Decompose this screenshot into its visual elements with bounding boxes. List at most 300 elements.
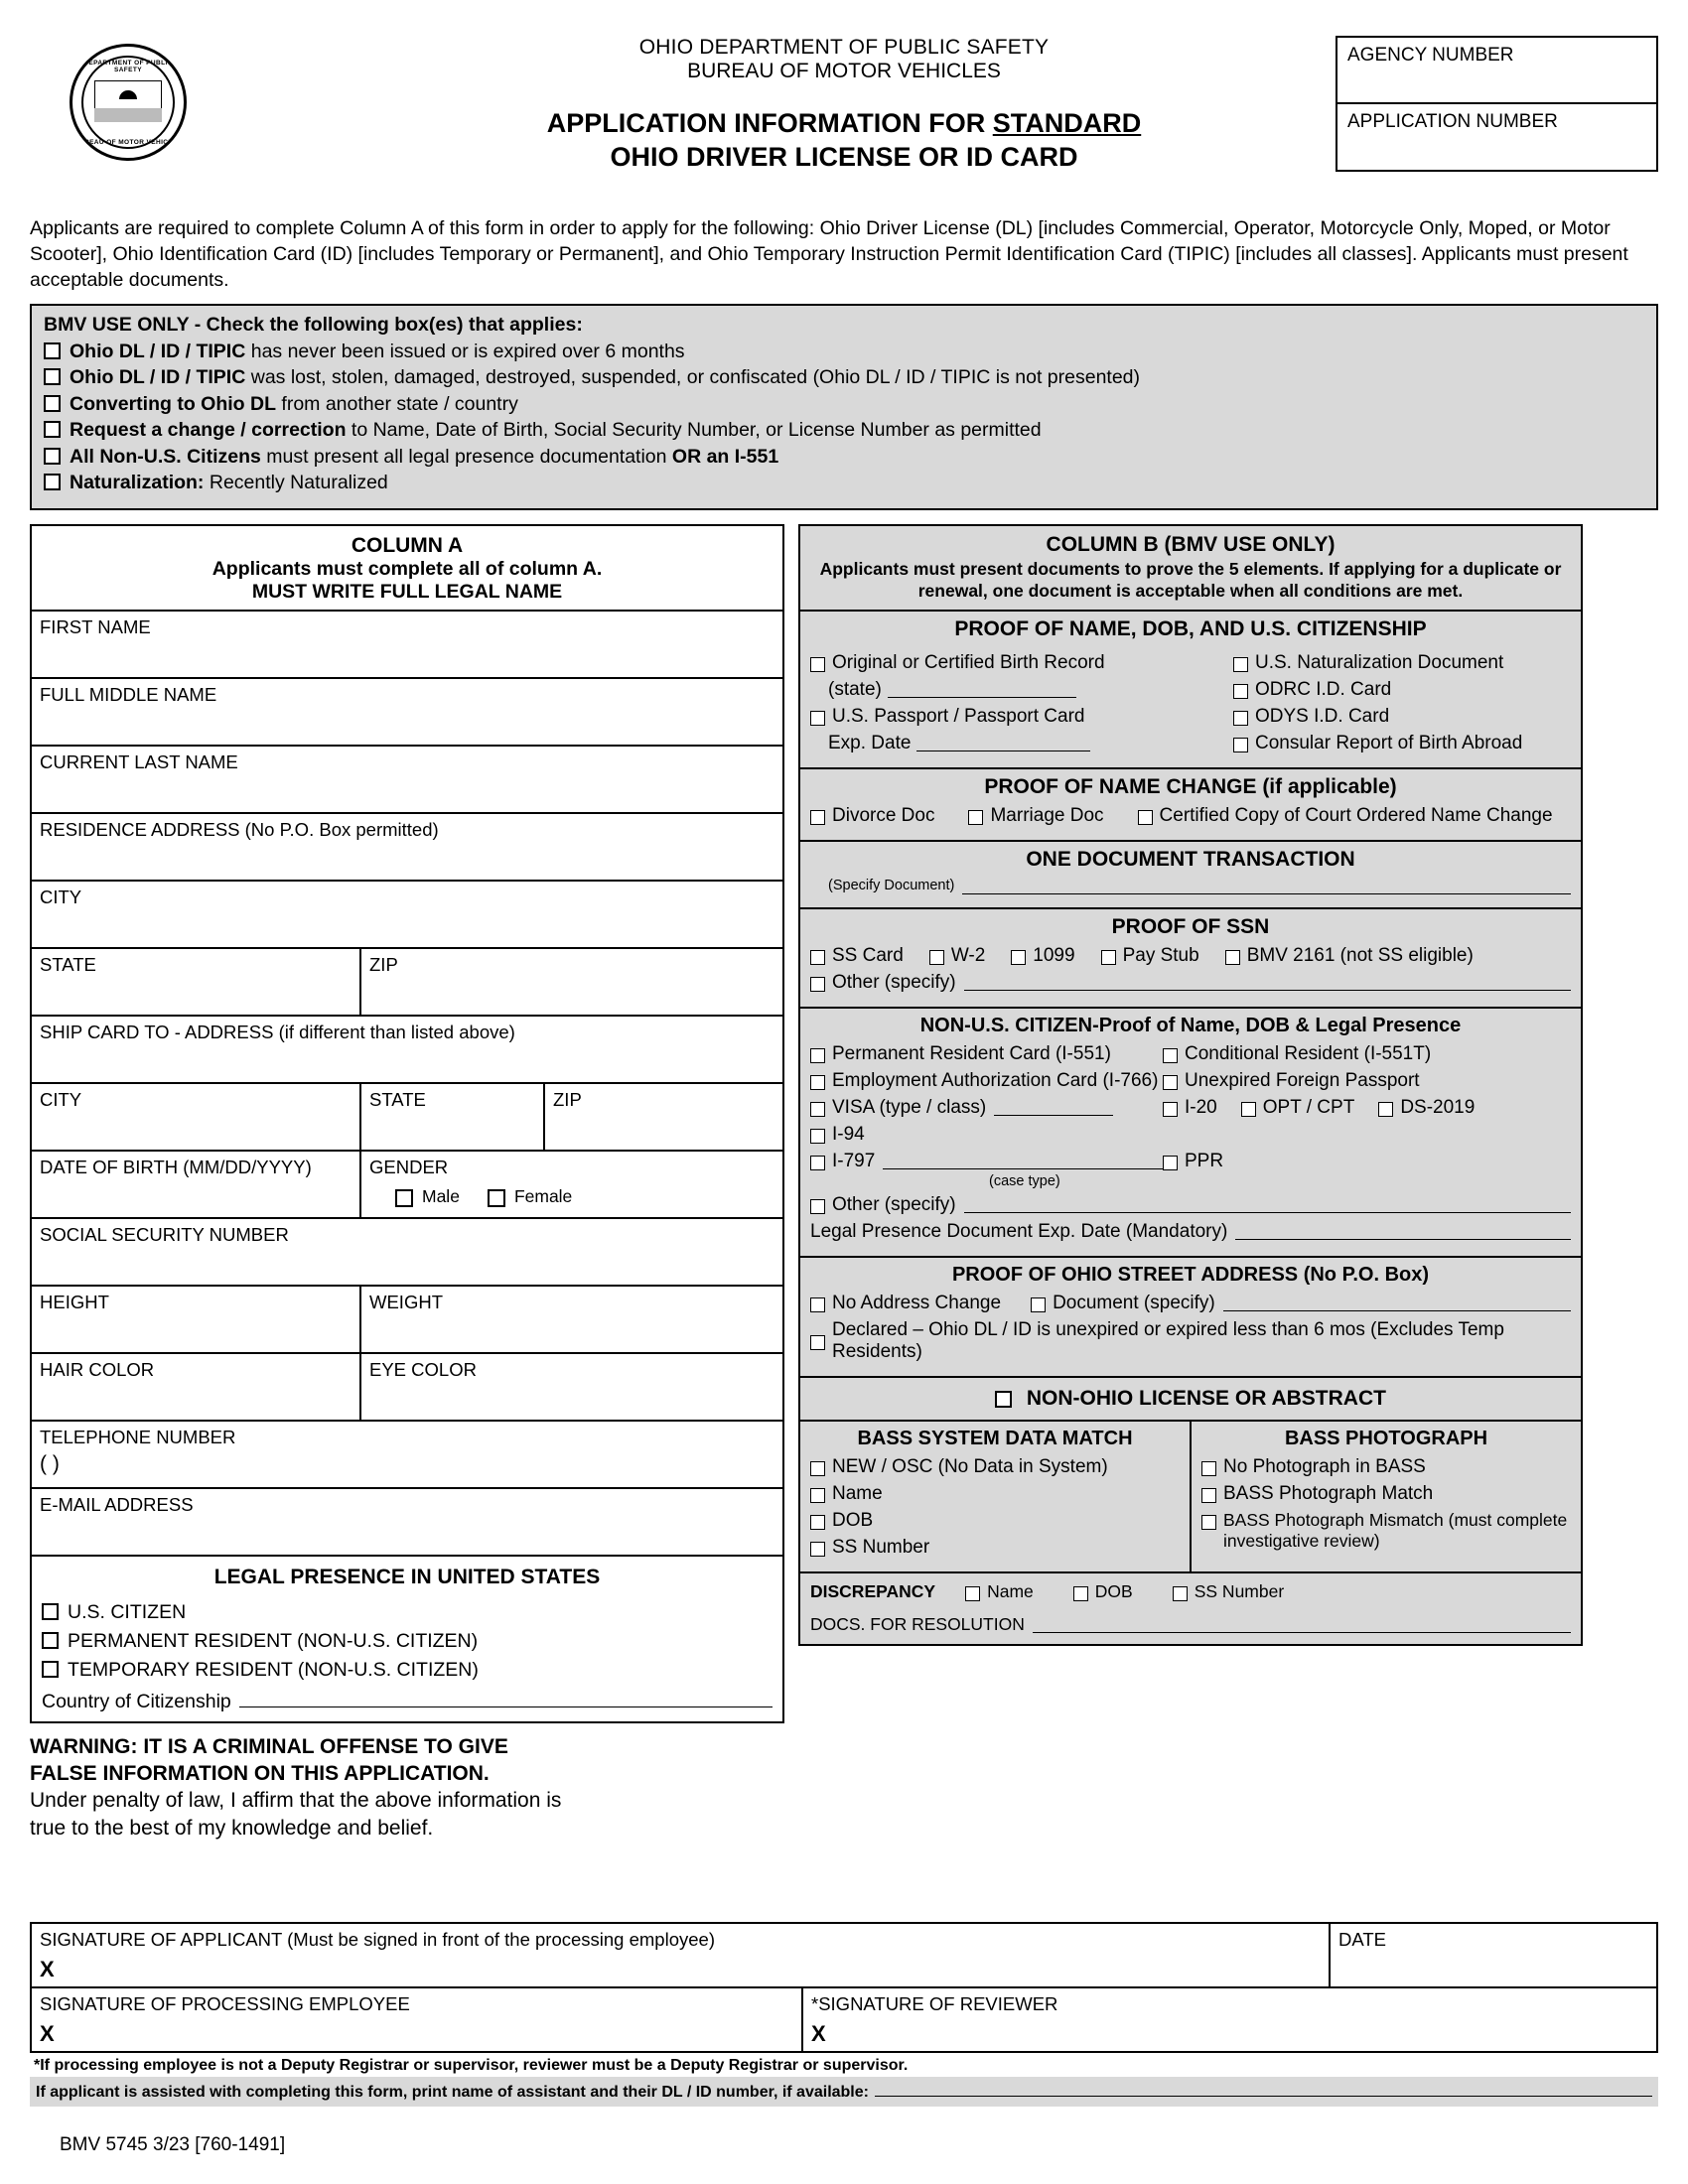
checkbox-unexpired-foreign-passport[interactable] bbox=[1163, 1075, 1178, 1090]
label-bass-new-osc: NEW / OSC (No Data in System) bbox=[832, 1455, 1108, 1477]
checkbox-address-document[interactable] bbox=[1031, 1297, 1046, 1312]
field-gender bbox=[359, 1152, 782, 1217]
proof-name-dob-title: PROOF OF NAME, DOB, AND U.S. CITIZENSHIP bbox=[954, 616, 1427, 640]
checkbox-pay-stub[interactable] bbox=[1101, 950, 1116, 965]
ssn-options-row bbox=[810, 945, 1571, 967]
column-b-subtitle: Applicants must present documents to prove the 5 elements. If applying for a duplicate or renewal, one document is acceptable when all conditions are met. bbox=[819, 558, 1562, 601]
checkbox-never-issued[interactable] bbox=[44, 342, 61, 359]
label-unexpired-foreign-passport: Unexpired Foreign Passport bbox=[1185, 1069, 1420, 1091]
label-case-type: (case type) bbox=[989, 1172, 1060, 1189]
label-conditional-resident: Conditional Resident (I-551T) bbox=[1185, 1042, 1432, 1064]
agency-number-box bbox=[1336, 36, 1658, 172]
label-divorce-doc: Divorce Doc bbox=[832, 804, 935, 826]
input-passport-exp-date[interactable] bbox=[916, 735, 1090, 751]
bass-opt-dob[interactable] bbox=[810, 1510, 1180, 1532]
signature-table bbox=[30, 1922, 1658, 2053]
bass-photograph bbox=[1190, 1422, 1581, 1571]
checkbox-marriage-doc[interactable] bbox=[968, 810, 983, 825]
bmv-item-3-rest: from another state / country bbox=[275, 392, 518, 415]
checkbox-bass-name[interactable] bbox=[810, 1488, 825, 1503]
field-residence-address[interactable] bbox=[32, 814, 782, 880]
label-permanent-resident-card: Permanent Resident Card (I-551) bbox=[832, 1042, 1111, 1064]
row-height-weight bbox=[32, 1285, 782, 1352]
checkbox-no-address-change[interactable] bbox=[810, 1297, 825, 1312]
checkbox-w2[interactable] bbox=[929, 950, 944, 965]
section-proof-name-change bbox=[800, 767, 1581, 840]
input-docs-resolution[interactable] bbox=[1033, 1616, 1571, 1633]
label-discrepancy: DISCREPANCY bbox=[810, 1580, 936, 1601]
bmv-item-2-rest: was lost, stolen, damaged, destroyed, suspended, or confiscated (Ohio DL / ID / TIPIC is not presented) bbox=[245, 366, 1141, 389]
row-ssn bbox=[32, 1217, 782, 1285]
photo-opt-none[interactable] bbox=[1201, 1456, 1571, 1478]
row-telephone bbox=[32, 1420, 782, 1487]
label-hair-color: HAIR COLOR bbox=[40, 1358, 155, 1380]
row-state-zip bbox=[32, 947, 782, 1015]
row-first-name bbox=[32, 610, 782, 677]
label-specify-document: (Specify Document) bbox=[828, 878, 955, 894]
employee-signature-x: X bbox=[40, 2021, 55, 2046]
label-residence-address: RESIDENCE ADDRESS (No P.O. Box permitted) bbox=[40, 818, 439, 840]
label-legal-presence-exp: Legal Presence Document Exp. Date (Mandatory) bbox=[810, 1220, 1228, 1242]
input-country-of-citizenship[interactable] bbox=[239, 1688, 773, 1707]
bass-data-title: BASS SYSTEM DATA MATCH bbox=[857, 1427, 1133, 1449]
section-proof-address bbox=[800, 1256, 1581, 1376]
checkbox-ssn-other[interactable] bbox=[810, 977, 825, 992]
checkbox-ds2019[interactable] bbox=[1378, 1102, 1393, 1117]
name-change-options bbox=[810, 805, 1571, 827]
seal-bottom-text: BUREAU OF MOTOR VEHICLES bbox=[73, 139, 183, 146]
checkbox-conditional-resident[interactable] bbox=[1163, 1048, 1178, 1063]
legal-presence-title: LEGAL PRESENCE IN UNITED STATES bbox=[32, 1555, 782, 1595]
field-state[interactable] bbox=[32, 949, 359, 1015]
bmv-item-5-bold2: OR an I-551 bbox=[671, 445, 779, 468]
one-document-specify-row bbox=[810, 878, 1571, 894]
gender-female-option[interactable] bbox=[488, 1186, 572, 1207]
label-discrepancy-dob: DOB bbox=[1094, 1580, 1133, 1601]
non-us-title: NON-U.S. CITIZEN-Proof of Name, DOB & Legal Presence bbox=[919, 1014, 1462, 1036]
label-eye-color: EYE COLOR bbox=[369, 1358, 477, 1380]
label-court-name-change: Certified Copy of Court Ordered Name Change bbox=[1159, 804, 1553, 826]
column-a-title: COLUMN A bbox=[351, 533, 464, 557]
proof-name-dob-right bbox=[1233, 647, 1571, 759]
row-exp-date-subfield bbox=[810, 733, 1233, 754]
label-non-us-other: Other (specify) bbox=[832, 1193, 956, 1215]
label-address-document: Document (specify) bbox=[1053, 1292, 1215, 1313]
bmv-checkbox-row-5[interactable] bbox=[44, 446, 1644, 469]
checkbox-us-passport[interactable] bbox=[810, 711, 825, 726]
cell-reviewer-signature[interactable] bbox=[801, 1988, 1656, 2051]
label-dob: DATE OF BIRTH (MM/DD/YYYY) bbox=[40, 1156, 312, 1177]
section-one-document bbox=[800, 840, 1581, 907]
one-document-title: ONE DOCUMENT TRANSACTION bbox=[1026, 847, 1355, 871]
column-a bbox=[30, 524, 784, 1723]
column-a-sub2: MUST WRITE FULL LEGAL NAME bbox=[251, 580, 563, 603]
label-odrc-id: ODRC I.D. Card bbox=[1255, 678, 1392, 700]
proof-address-title: PROOF OF OHIO STREET ADDRESS (No P.O. Box) bbox=[951, 1263, 1430, 1286]
label-i20: I-20 bbox=[1185, 1096, 1217, 1118]
label-city: CITY bbox=[40, 886, 82, 907]
applicant-signature-x: X bbox=[40, 1957, 55, 1981]
signature-section bbox=[30, 1922, 1658, 2107]
bmv-seal-icon bbox=[70, 44, 187, 161]
checkbox-bass-new-osc[interactable] bbox=[810, 1461, 825, 1476]
label-telephone: TELEPHONE NUMBER bbox=[40, 1426, 236, 1447]
checkbox-birth-record[interactable] bbox=[810, 657, 825, 672]
checkbox-naturalization[interactable] bbox=[44, 474, 61, 490]
checkbox-naturalization-doc[interactable] bbox=[1233, 657, 1248, 672]
opt-odrc-id[interactable] bbox=[1233, 679, 1571, 701]
label-bass-name: Name bbox=[832, 1482, 883, 1504]
input-specify-document[interactable] bbox=[962, 878, 1571, 894]
checkbox-temporary-resident[interactable] bbox=[42, 1661, 59, 1678]
bass-opt-new-osc[interactable] bbox=[810, 1456, 1180, 1478]
opt-us-passport[interactable] bbox=[810, 706, 1233, 728]
bmv-checkbox-row-2[interactable] bbox=[44, 366, 1644, 389]
checkbox-ss-card[interactable] bbox=[810, 950, 825, 965]
field-ssn[interactable] bbox=[32, 1219, 782, 1285]
non-us-row-3 bbox=[810, 1097, 1571, 1119]
checkbox-discrepancy-ssn[interactable] bbox=[1173, 1586, 1188, 1601]
label-date: DATE bbox=[1338, 1929, 1386, 1950]
label-visa: VISA (type / class) bbox=[832, 1096, 987, 1118]
label-male: Male bbox=[422, 1185, 460, 1206]
bmv-item-2-bold: Ohio DL / ID / TIPIC bbox=[70, 366, 246, 389]
form-id: BMV 5745 3/23 [760-1491] bbox=[60, 2134, 286, 2155]
label-state: STATE bbox=[40, 953, 96, 975]
field-city-2[interactable] bbox=[32, 1084, 359, 1150]
label-ssn-other: Other (specify) bbox=[832, 971, 956, 993]
label-i797: I-797 bbox=[832, 1150, 876, 1171]
label-middle-name: FULL MIDDLE NAME bbox=[40, 683, 217, 705]
column-a-sub1: Applicants must complete all of column A. bbox=[211, 557, 603, 580]
label-employee-signature: SIGNATURE OF PROCESSING EMPLOYEE bbox=[40, 1993, 410, 2014]
discrepancy-section bbox=[800, 1571, 1581, 1644]
label-country-of-citizenship: Country of Citizenship bbox=[42, 1690, 231, 1712]
input-assistant-name[interactable] bbox=[875, 2082, 1652, 2097]
checkbox-consular-report[interactable] bbox=[1233, 738, 1248, 752]
label-weight: WEIGHT bbox=[369, 1291, 443, 1312]
proof-name-change-title: PROOF OF NAME CHANGE (if applicable) bbox=[984, 774, 1397, 798]
bmv-item-6-rest: Recently Naturalized bbox=[204, 472, 388, 494]
proof-ssn-title: PROOF OF SSN bbox=[1111, 914, 1270, 938]
checkbox-discrepancy-dob[interactable] bbox=[1073, 1586, 1088, 1601]
label-docs-resolution: DOCS. FOR RESOLUTION bbox=[810, 1613, 1025, 1634]
signature-footnote-1: *If processing employee is not a Deputy Registrar or supervisor, reviewer must be a Deputy Registrar or supervisor. bbox=[34, 2057, 909, 2074]
label-non-ohio-license: NON-OHIO LICENSE OR ABSTRACT bbox=[1026, 1386, 1386, 1410]
field-city[interactable] bbox=[32, 882, 782, 947]
gender-options bbox=[369, 1186, 782, 1207]
address-row-2 bbox=[810, 1319, 1571, 1363]
bass-data-match bbox=[800, 1422, 1190, 1571]
row-residence-address bbox=[32, 812, 782, 880]
non-us-row-2 bbox=[810, 1070, 1571, 1092]
reviewer-signature-x: X bbox=[811, 2021, 826, 2046]
label-1099: 1099 bbox=[1033, 944, 1075, 966]
page-title-line2: OHIO DRIVER LICENSE OR ID CARD bbox=[610, 141, 1078, 172]
row-dob-gender bbox=[32, 1150, 782, 1217]
field-last-name[interactable] bbox=[32, 747, 782, 812]
bmv-use-only-header: BMV USE ONLY - Check the following box(es) that applies: bbox=[44, 313, 583, 336]
proof-name-dob-left bbox=[810, 647, 1233, 759]
checkbox-change-correction[interactable] bbox=[44, 421, 61, 438]
label-pay-stub: Pay Stub bbox=[1122, 944, 1199, 966]
checkbox-permanent-resident-card[interactable] bbox=[810, 1048, 825, 1063]
checkbox-i94[interactable] bbox=[810, 1129, 825, 1144]
gender-male-option[interactable] bbox=[395, 1186, 460, 1207]
label-permanent-resident: PERMANENT RESIDENT (NON-U.S. CITIZEN) bbox=[68, 1629, 479, 1652]
dept-line-2: BUREAU OF MOTOR VEHICLES bbox=[687, 60, 1001, 82]
label-bmv-2161: BMV 2161 (not SS eligible) bbox=[1246, 944, 1474, 966]
input-visa-type[interactable] bbox=[994, 1099, 1113, 1116]
section-proof-name-dob bbox=[800, 610, 1581, 767]
warning-line-3: Under penalty of law, I affirm that the above information is bbox=[30, 1789, 562, 1813]
field-dob[interactable] bbox=[32, 1152, 359, 1217]
bass-opt-name[interactable] bbox=[810, 1483, 1180, 1505]
bmv-checkbox-row-6[interactable] bbox=[44, 472, 1644, 494]
checkbox-discrepancy-name[interactable] bbox=[965, 1586, 980, 1601]
section-non-us-citizen bbox=[800, 1007, 1581, 1256]
ssn-other-row bbox=[810, 972, 1571, 994]
warning-line-1: WARNING: IT IS A CRIMINAL OFFENSE TO GIVE bbox=[30, 1734, 508, 1758]
bmv-use-only-box bbox=[30, 304, 1658, 510]
application-number-field[interactable] bbox=[1337, 104, 1656, 171]
section-proof-ssn bbox=[800, 907, 1581, 1007]
label-consular-report: Consular Report of Birth Abroad bbox=[1255, 732, 1523, 753]
docs-resolution-row bbox=[810, 1614, 1571, 1635]
label-applicant-signature: SIGNATURE OF APPLICANT (Must be signed in front of the processing employee) bbox=[40, 1929, 715, 1950]
row-city2-state2-zip2 bbox=[32, 1082, 782, 1150]
checkbox-male[interactable] bbox=[395, 1189, 413, 1207]
label-bass-dob: DOB bbox=[832, 1509, 874, 1531]
label-birth-record: Original or Certified Birth Record bbox=[832, 651, 1105, 673]
input-address-document[interactable] bbox=[1223, 1295, 1571, 1311]
page-header bbox=[30, 22, 1658, 210]
signature-footnote-2 bbox=[30, 2077, 1658, 2107]
address-row-1 bbox=[810, 1293, 1571, 1314]
checkbox-female[interactable] bbox=[488, 1189, 505, 1207]
field-email[interactable] bbox=[32, 1489, 782, 1555]
legal-presence-options bbox=[32, 1601, 782, 1721]
row-hair-eye bbox=[32, 1352, 782, 1420]
discrepancy-row bbox=[810, 1581, 1571, 1602]
label-ds2019: DS-2019 bbox=[1400, 1096, 1476, 1118]
photo-opt-match[interactable] bbox=[1201, 1483, 1571, 1505]
label-photo-mismatch: BASS Photograph Mismatch (must complete investigative review) bbox=[1223, 1509, 1568, 1552]
non-us-row-1 bbox=[810, 1043, 1571, 1065]
checkbox-visa[interactable] bbox=[810, 1102, 825, 1117]
row-last-name bbox=[32, 745, 782, 812]
checkbox-photo-mismatch[interactable] bbox=[1201, 1515, 1216, 1530]
label-zip-2: ZIP bbox=[553, 1088, 582, 1110]
checkbox-divorce-doc[interactable] bbox=[810, 810, 825, 825]
field-weight[interactable] bbox=[359, 1287, 782, 1352]
non-us-row-i797 bbox=[810, 1151, 1571, 1172]
proof-name-dob-grid bbox=[810, 647, 1571, 759]
field-height[interactable] bbox=[32, 1287, 359, 1352]
column-b-title: COLUMN B (BMV USE ONLY) bbox=[1046, 532, 1336, 556]
column-b-heading bbox=[800, 526, 1581, 610]
label-state-2: STATE bbox=[369, 1088, 426, 1110]
bass-section bbox=[800, 1420, 1581, 1571]
checkbox-employment-auth-card[interactable] bbox=[810, 1075, 825, 1090]
field-telephone[interactable] bbox=[32, 1422, 782, 1487]
input-legal-presence-exp[interactable] bbox=[1235, 1223, 1571, 1240]
dept-line-1: OHIO DEPARTMENT OF PUBLIC SAFETY bbox=[638, 36, 1050, 59]
non-us-other-row bbox=[810, 1194, 1571, 1216]
label-female: Female bbox=[513, 1185, 573, 1206]
label-ship-card-to: SHIP CARD TO - ADDRESS (if different than listed above) bbox=[40, 1021, 515, 1042]
label-temporary-resident: TEMPORARY RESIDENT (NON-U.S. CITIZEN) bbox=[68, 1658, 479, 1681]
field-hair-color[interactable] bbox=[32, 1354, 359, 1420]
input-i797-case-type[interactable] bbox=[883, 1153, 1163, 1169]
checkbox-lost-stolen[interactable] bbox=[44, 368, 61, 385]
cell-date[interactable] bbox=[1329, 1924, 1656, 1986]
field-zip[interactable] bbox=[359, 949, 782, 1015]
label-photo-match: BASS Photograph Match bbox=[1223, 1482, 1434, 1504]
input-ssn-other[interactable] bbox=[964, 974, 1571, 991]
row-middle-name bbox=[32, 677, 782, 745]
field-zip-2[interactable] bbox=[543, 1084, 782, 1150]
checkbox-non-ohio-license[interactable] bbox=[995, 1391, 1012, 1408]
bmv-checkbox-row-4[interactable] bbox=[44, 419, 1644, 442]
cell-applicant-signature[interactable] bbox=[32, 1924, 1329, 1986]
columns-wrapper bbox=[30, 524, 1658, 1723]
page-title-pre: APPLICATION INFORMATION FOR bbox=[546, 108, 993, 138]
row-city bbox=[32, 880, 782, 947]
agency-number-field[interactable] bbox=[1337, 38, 1656, 104]
label-height: HEIGHT bbox=[40, 1291, 109, 1312]
checkbox-odrc-id[interactable] bbox=[1233, 684, 1248, 699]
opt-consular-report[interactable] bbox=[1233, 733, 1571, 754]
label-naturalization-doc: U.S. Naturalization Document bbox=[1255, 651, 1504, 673]
legal-option-permanent-resident[interactable] bbox=[42, 1630, 773, 1653]
checkbox-non-us-citizens[interactable] bbox=[44, 448, 61, 465]
checkbox-bmv-2161[interactable] bbox=[1225, 950, 1240, 965]
field-eye-color[interactable] bbox=[359, 1354, 782, 1420]
row-email bbox=[32, 1487, 782, 1555]
label-last-name: CURRENT LAST NAME bbox=[40, 751, 238, 772]
label-ssn: SOCIAL SECURITY NUMBER bbox=[40, 1223, 289, 1245]
checkbox-odys-id[interactable] bbox=[1233, 711, 1248, 726]
field-state-2[interactable] bbox=[359, 1084, 543, 1150]
bass-opt-ssn[interactable] bbox=[810, 1537, 1180, 1559]
label-no-photo-bass: No Photograph in BASS bbox=[1223, 1455, 1426, 1477]
bmv-item-3-bold: Converting to Ohio DL bbox=[70, 392, 276, 415]
label-exp-date-sub: Exp. Date bbox=[828, 732, 912, 753]
checkbox-converting[interactable] bbox=[44, 395, 61, 412]
bmv-item-4-bold: Request a change / correction bbox=[70, 419, 347, 442]
column-b bbox=[798, 524, 1583, 1646]
field-ship-card-to[interactable] bbox=[32, 1017, 782, 1082]
checkbox-no-photo-bass[interactable] bbox=[1201, 1461, 1216, 1476]
column-a-heading bbox=[32, 526, 782, 610]
label-us-passport: U.S. Passport / Passport Card bbox=[832, 705, 1085, 727]
row-state-subfield bbox=[810, 679, 1233, 701]
label-state-sub: (state) bbox=[828, 678, 882, 700]
label-discrepancy-name: Name bbox=[987, 1580, 1034, 1601]
checkbox-declared-address[interactable] bbox=[810, 1335, 825, 1350]
field-first-name[interactable] bbox=[32, 612, 782, 677]
label-marriage-doc: Marriage Doc bbox=[990, 804, 1104, 826]
seal-top-text: DEPARTMENT OF PUBLIC SAFETY bbox=[83, 60, 173, 73]
signature-row-applicant bbox=[32, 1924, 1656, 1988]
intro-paragraph: Applicants are required to complete Column A of this form in order to apply for the following: Ohio Driver License (DL) [includes Commercial, Operator, Motorcycle Only, Moped, or Motor Scooter], Ohio Identification Card (ID) [includes Temporary or Permanent], and Ohio Temporary Instruction Permit Identification Card (TIPIC) [includes all classes]. Applicants must present acceptable documents. bbox=[30, 217, 1628, 291]
photo-opt-mismatch[interactable] bbox=[1201, 1510, 1571, 1554]
bmv-checkbox-row-3[interactable] bbox=[44, 393, 1644, 416]
label-i94: I-94 bbox=[832, 1123, 865, 1145]
warning-line-4: true to the best of my knowledge and belief. bbox=[30, 1816, 434, 1840]
label-bass-ssn: SS Number bbox=[832, 1536, 930, 1558]
checkbox-1099[interactable] bbox=[1011, 950, 1026, 965]
warning-line-2: FALSE INFORMATION ON THIS APPLICATION. bbox=[30, 1762, 490, 1786]
country-of-citizenship-row bbox=[42, 1688, 773, 1713]
label-employment-auth-card: Employment Authorization Card (I-766) bbox=[832, 1069, 1159, 1091]
telephone-value[interactable]: ( ) bbox=[40, 1451, 60, 1475]
label-email: E-MAIL ADDRESS bbox=[40, 1493, 194, 1515]
bmv-item-5-bold: All Non-U.S. Citizens bbox=[70, 445, 261, 468]
legal-option-temporary-resident[interactable] bbox=[42, 1659, 773, 1682]
bmv-item-1-bold: Ohio DL / ID / TIPIC bbox=[70, 340, 246, 362]
input-non-us-other[interactable] bbox=[964, 1196, 1571, 1213]
checkbox-non-us-other[interactable] bbox=[810, 1199, 825, 1214]
checkbox-us-citizen[interactable] bbox=[42, 1603, 59, 1620]
checkbox-bass-ssn[interactable] bbox=[810, 1542, 825, 1557]
label-first-name: FIRST NAME bbox=[40, 615, 151, 637]
signature-row-employee-reviewer bbox=[32, 1988, 1656, 2053]
non-ohio-license-row[interactable] bbox=[800, 1376, 1581, 1420]
agency-number-label: AGENCY NUMBER bbox=[1347, 45, 1514, 66]
checkbox-i797[interactable] bbox=[810, 1156, 825, 1170]
input-birth-record-state[interactable] bbox=[888, 681, 1076, 698]
field-middle-name[interactable] bbox=[32, 679, 782, 745]
label-assistant-note: If applicant is assisted with completing this form, print name of assistant and their DL / ID number, if available: bbox=[36, 2084, 869, 2101]
label-discrepancy-ssn: SS Number bbox=[1194, 1580, 1285, 1601]
label-us-citizen: U.S. CITIZEN bbox=[68, 1600, 187, 1623]
warning-block bbox=[30, 1733, 784, 1842]
label-declared-address: Declared – Ohio DL / ID is unexpired or expired less than 6 mos (Excludes Temp Residents) bbox=[832, 1318, 1504, 1362]
label-opt-cpt: OPT / CPT bbox=[1262, 1096, 1355, 1118]
bmv-item-6-bold: Naturalization: bbox=[70, 472, 205, 494]
legal-option-us-citizen[interactable] bbox=[42, 1601, 773, 1624]
checkbox-ppr[interactable] bbox=[1163, 1156, 1178, 1170]
bmv-item-5-rest: must present all legal presence documentation bbox=[260, 445, 672, 468]
checkbox-bass-dob[interactable] bbox=[810, 1515, 825, 1530]
bass-photo-title: BASS PHOTOGRAPH bbox=[1284, 1427, 1488, 1449]
label-reviewer-signature: *SIGNATURE OF REVIEWER bbox=[811, 1993, 1058, 2014]
label-gender: GENDER bbox=[369, 1156, 449, 1177]
bmv-item-1-rest: has never been issued or is expired over 6 months bbox=[245, 340, 685, 362]
checkbox-permanent-resident[interactable] bbox=[42, 1632, 59, 1649]
checkbox-court-name-change[interactable] bbox=[1138, 810, 1153, 825]
checkbox-i20[interactable] bbox=[1163, 1102, 1178, 1117]
label-odys-id: ODYS I.D. Card bbox=[1255, 705, 1390, 727]
opt-naturalization-doc[interactable] bbox=[1233, 652, 1571, 674]
row-ship-card-to bbox=[32, 1015, 782, 1082]
label-no-address-change: No Address Change bbox=[832, 1292, 1002, 1313]
opt-birth-record[interactable] bbox=[810, 652, 1233, 674]
checkbox-opt-cpt[interactable] bbox=[1241, 1102, 1256, 1117]
legal-presence-exp-row bbox=[810, 1221, 1571, 1243]
opt-odys-id[interactable] bbox=[1233, 706, 1571, 728]
label-ss-card: SS Card bbox=[832, 944, 904, 966]
checkbox-photo-match[interactable] bbox=[1201, 1488, 1216, 1503]
cell-employee-signature[interactable] bbox=[32, 1988, 801, 2051]
label-zip: ZIP bbox=[369, 953, 398, 975]
application-number-label: APPLICATION NUMBER bbox=[1347, 110, 1558, 132]
bmv-checkbox-row-1[interactable] bbox=[44, 341, 1644, 363]
bmv-item-4-rest: to Name, Date of Birth, Social Security Number, or License Number as permitted bbox=[346, 419, 1042, 442]
label-city-2: CITY bbox=[40, 1088, 82, 1110]
